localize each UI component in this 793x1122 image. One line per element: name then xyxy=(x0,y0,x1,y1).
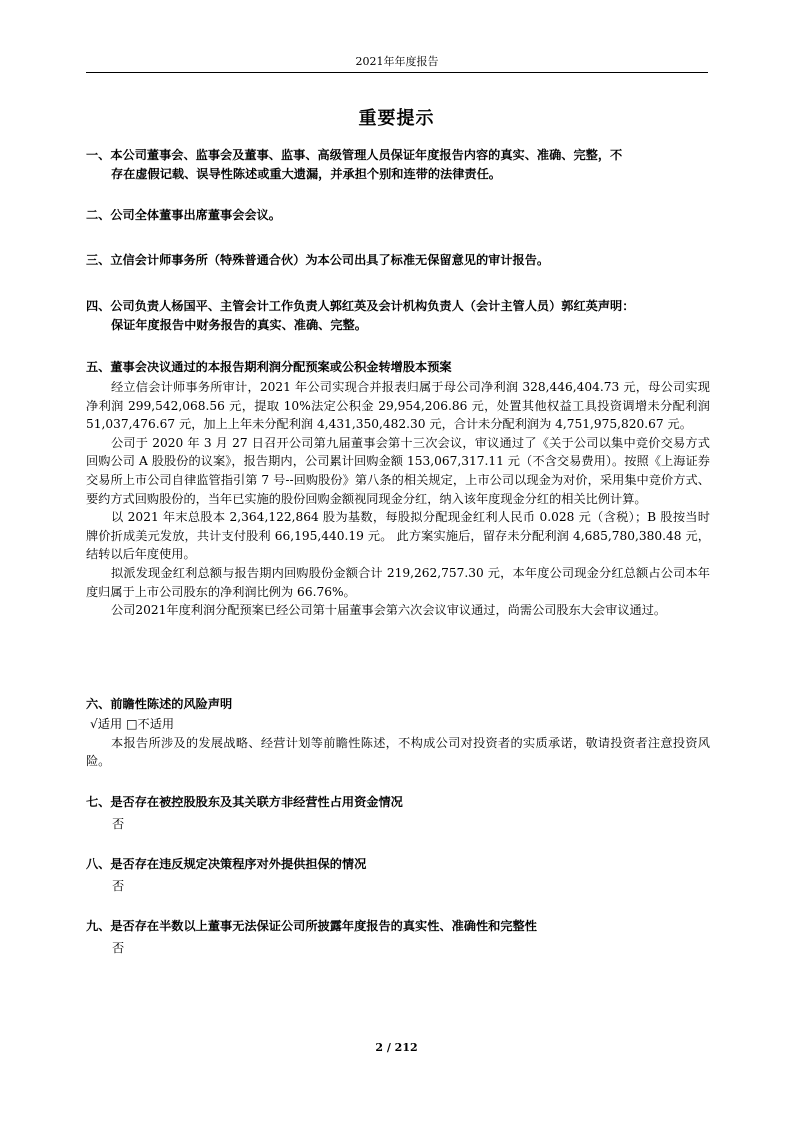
section-6-heading: 六、前瞻性陈述的风险声明 xyxy=(86,697,233,711)
section-8-answer: 否 xyxy=(112,879,125,893)
section-4-line-1: 四、公司负责人杨国平、主管会计工作负责人郭红英及会计机构负责人（会计主管人员）郭红英声明： xyxy=(86,299,635,313)
section-5-paragraph-3: 以 2021 年末总股本 2,364,122,864 股为基数，每股拟分配现金红利人民币 0.028 元（含税）；B 股按当时牌价折成美元发放，共计支付股利 66,195,440.19 元。 此方案实施后，留存未分配利润 4,685,780,380.48 元，结转以后年度使用。 xyxy=(86,510,710,562)
running-header: 2021年年度报告 xyxy=(355,55,439,68)
section-5-paragraph-5: 公司2021年度利润分配预案已经公司第十届董事会第六次会议审议通过，尚需公司股东大会审议通过。 xyxy=(111,603,667,618)
section-9-heading: 九、是否存在半数以上董事无法保证公司所披露年度报告的真实性、准确性和完整性 xyxy=(86,919,537,933)
section-1-line-2: 存在虚假记载、误导性陈述或重大遗漏，并承担个别和连带的法律责任。 xyxy=(111,167,501,181)
page-number: 2 / 212 xyxy=(375,1041,418,1054)
section-5-paragraph-4: 拟派发现金红利总额与报告期内回购股份金额合计 219,262,757.30 元，本年度公司现金分红总额占公司本年度归属于上市公司股东的净利润比例为 66.76%。 xyxy=(86,565,710,599)
section-5-paragraph-1: 经立信会计师事务所审计，2021 年公司实现合并报表归属于母公司净利润 328,446,404.73 元，母公司实现净利润 299,542,068.56 元，提取 10%法定公积金 29,954,206.86 元，处置其他权益工具投资调增未分配利润 51,037,476.67 元，加上上年未分配利润 4,431,350,482.30 元，合计未分配利润为 4,751,975,820.67 元。 xyxy=(86,380,710,432)
applicability-checkbox-line: √适用 □不适用 xyxy=(90,717,175,731)
section-5-paragraph-2: 公司于 2020 年 3 月 27 日召开公司第九届董事会第十三次会议，审议通过了《关于公司以集中竞价交易方式回购公司 A 股股份的议案》，报告期内，公司累计回购金额 153,067,317.11 元（不含交易费用）。按照《上海证券交易所上市公司自律监管指引第 7 号--回购股份》第八条的相关规定，上市公司以现金为对价，采用集中竞价方式、要约方式回购股份的，当年已实施的股份回购金额视同现金分红，纳入该年度现金分红的相关比例计算。 xyxy=(86,435,710,506)
section-1-line-1: 一、本公司董事会、监事会及董事、监事、高级管理人员保证年度报告内容的真实、准确、完整，不 xyxy=(86,148,623,162)
section-6-paragraph-1: 本报告所涉及的发展战略、经营计划等前瞻性陈述，不构成公司对投资者的实质承诺，敬请投资者注意投资风险。 xyxy=(86,735,710,769)
section-9-answer: 否 xyxy=(112,941,125,955)
section-5-heading: 五、董事会决议通过的本报告期利润分配预案或公积金转增股本预案 xyxy=(86,360,452,374)
section-7-heading: 七、是否存在被控股股东及其关联方非经营性占用资金情况 xyxy=(86,795,403,809)
section-7-answer: 否 xyxy=(112,817,125,831)
section-1 xyxy=(86,146,710,184)
section-2: 二、公司全体董事出席董事会会议。 xyxy=(86,208,281,222)
section-8-heading: 八、是否存在违反规定决策程序对外提供担保的情况 xyxy=(86,857,367,871)
section-4 xyxy=(86,297,710,335)
section-5-body xyxy=(86,378,710,620)
section-4-line-2: 保证年度报告中财务报告的真实、准确、完整。 xyxy=(111,318,367,332)
page-title: 重要提示 xyxy=(358,108,435,129)
section-3: 三、立信会计师事务所（特殊普通合伙）为本公司出具了标准无保留意见的审计报告。 xyxy=(86,253,550,267)
header-divider xyxy=(86,72,708,73)
section-6-body xyxy=(86,715,710,771)
